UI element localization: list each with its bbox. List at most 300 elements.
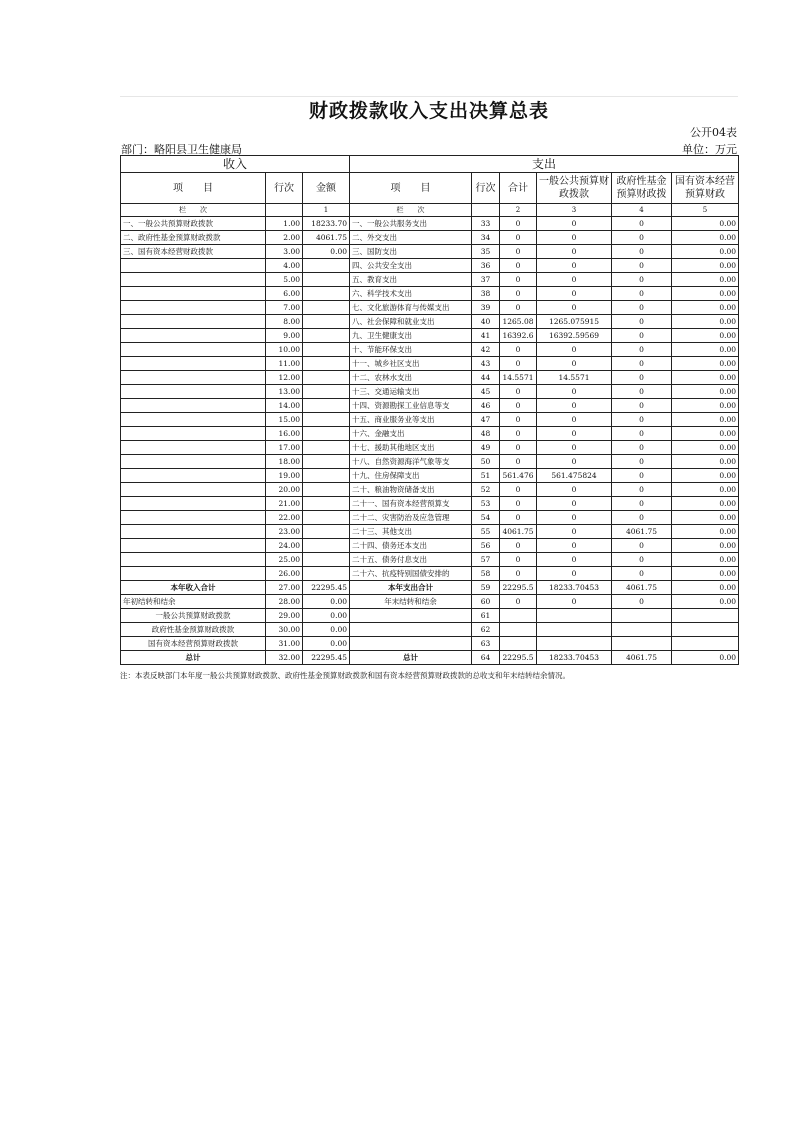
expense-item-cell: 九、卫生健康支出 [350, 329, 472, 343]
table-row [121, 231, 739, 245]
income-item-cell [121, 273, 266, 287]
state-capital-cell: 0.00 [672, 525, 739, 539]
expense-item-cell: 十二、农林水支出 [350, 371, 472, 385]
total-cell: 0 [500, 427, 537, 441]
state-capital-cell: 0.00 [672, 553, 739, 567]
general-budget-cell: 0 [537, 539, 612, 553]
expense-item-cell: 二十、粮油物资储备支出 [350, 483, 472, 497]
blank-cell [612, 623, 672, 637]
blank-cell [672, 623, 739, 637]
table-row [121, 315, 739, 329]
expense-row-no-cell: 39 [472, 301, 500, 315]
total-cell: 0 [500, 595, 537, 609]
table-row [121, 273, 739, 287]
table-row [121, 497, 739, 511]
table-row [121, 217, 739, 231]
income-row-no-cell: 15.00 [266, 413, 303, 427]
income-col-label: 栏 次 [121, 204, 266, 217]
general-budget-cell: 0 [537, 399, 612, 413]
carry-over-row [121, 595, 739, 609]
section-header-row [121, 156, 739, 173]
expense-item-cell: 二十五、债务付息支出 [350, 553, 472, 567]
income-row-no-cell: 4.00 [266, 259, 303, 273]
total-cell: 22295.5 [500, 651, 537, 665]
general-budget-cell: 0 [537, 455, 612, 469]
general-budget-cell: 0 [537, 497, 612, 511]
income-amount-cell: 0.00 [303, 637, 350, 651]
total-cell: 0 [500, 553, 537, 567]
state-capital-cell: 0.00 [672, 651, 739, 665]
gov-fund-cell: 4061.75 [612, 651, 672, 665]
gov-fund-cell: 0 [612, 399, 672, 413]
blank-cell [500, 609, 537, 623]
state-capital-cell: 0.00 [672, 399, 739, 413]
expense-item-cell: 二、外交支出 [350, 231, 472, 245]
income-row-no-cell: 21.00 [266, 497, 303, 511]
table-row [121, 287, 739, 301]
expense-row-no-cell: 56 [472, 539, 500, 553]
gov-fund-cell: 0 [612, 315, 672, 329]
income-item-cell [121, 553, 266, 567]
table-row [121, 455, 739, 469]
gov-fund-cell: 0 [612, 371, 672, 385]
income-row-no-cell: 18.00 [266, 455, 303, 469]
income-amount-cell [303, 553, 350, 567]
col-index-1: 1 [303, 204, 350, 217]
table-row [121, 469, 739, 483]
expense-row-no-cell: 33 [472, 217, 500, 231]
state-capital-cell: 0.00 [672, 595, 739, 609]
expense-row-no-cell: 38 [472, 287, 500, 301]
income-amount-cell: 0.00 [303, 245, 350, 259]
table-row [121, 441, 739, 455]
gov-fund-cell: 0 [612, 441, 672, 455]
general-budget-cell: 561.475824 [537, 469, 612, 483]
expense-item-cell: 十八、自然资源海洋气象等支 [350, 455, 472, 469]
income-item-cell: 一、一般公共预算财政拨款 [121, 217, 266, 231]
general-budget-cell: 0 [537, 301, 612, 315]
blank-cell [537, 637, 612, 651]
income-row-no-header: 行次 [266, 173, 303, 204]
expense-item-cell: 总计 [350, 651, 472, 665]
gov-fund-cell: 4061.75 [612, 581, 672, 595]
general-budget-cell: 1265.075915 [537, 315, 612, 329]
state-capital-cell: 0.00 [672, 469, 739, 483]
general-budget-cell: 0 [537, 483, 612, 497]
income-amount-cell [303, 539, 350, 553]
state-capital-cell: 0.00 [672, 245, 739, 259]
table-row [121, 511, 739, 525]
income-item-cell [121, 567, 266, 581]
state-capital-cell: 0.00 [672, 427, 739, 441]
total-cell: 0 [500, 245, 537, 259]
income-row-no-cell: 26.00 [266, 567, 303, 581]
expense-item-cell: 六、科学技术支出 [350, 287, 472, 301]
total-cell: 1265.08 [500, 315, 537, 329]
total-cell: 14.5571 [500, 371, 537, 385]
income-amount-cell [303, 259, 350, 273]
total-cell: 0 [500, 301, 537, 315]
gov-fund-cell: 0 [612, 497, 672, 511]
total-cell: 0 [500, 441, 537, 455]
grand-total-row [121, 651, 739, 665]
expense-item-cell: 十一、城乡社区支出 [350, 357, 472, 371]
income-item-cell [121, 399, 266, 413]
expense-row-no-cell: 34 [472, 231, 500, 245]
income-amount-cell [303, 483, 350, 497]
state-capital-cell: 0.00 [672, 259, 739, 273]
expense-row-no-cell: 40 [472, 315, 500, 329]
income-item-cell: 国有资本经营预算财政拨款 [121, 637, 266, 651]
income-item-cell: 一般公共预算财政拨款 [121, 609, 266, 623]
income-item-cell: 年初结转和结余 [121, 595, 266, 609]
general-budget-cell: 0 [537, 217, 612, 231]
expense-item-cell: 二十一、国有资本经营预算支 [350, 497, 472, 511]
state-capital-cell: 0.00 [672, 343, 739, 357]
income-row-no-cell: 9.00 [266, 329, 303, 343]
expense-row-no-cell: 54 [472, 511, 500, 525]
income-row-no-cell: 2.00 [266, 231, 303, 245]
income-row-no-cell: 20.00 [266, 483, 303, 497]
column-index-row [121, 204, 739, 217]
table-row [121, 259, 739, 273]
table-row [121, 539, 739, 553]
expense-item-cell: 二十三、其他支出 [350, 525, 472, 539]
table-row [121, 567, 739, 581]
expense-item-cell: 十七、援助其他地区支出 [350, 441, 472, 455]
expense-item-cell: 二十四、债务还本支出 [350, 539, 472, 553]
expense-item-cell: 八、社会保障和就业支出 [350, 315, 472, 329]
general-budget-cell: 0 [537, 427, 612, 441]
general-budget-cell: 0 [537, 511, 612, 525]
general-budget-cell: 0 [537, 595, 612, 609]
income-amount-cell [303, 371, 350, 385]
income-amount-cell [303, 441, 350, 455]
income-amount-cell: 0.00 [303, 609, 350, 623]
income-item-cell [121, 497, 266, 511]
gov-fund-cell: 4061.75 [612, 525, 672, 539]
income-item-cell: 政府性基金预算财政拨款 [121, 623, 266, 637]
income-amount-cell [303, 413, 350, 427]
expense-row-no-cell: 55 [472, 525, 500, 539]
expense-row-no-cell: 46 [472, 399, 500, 413]
income-amount-cell: 22295.45 [303, 651, 350, 665]
income-row-no-cell: 12.00 [266, 371, 303, 385]
income-item-cell: 三、国有资本经营财政拨款 [121, 245, 266, 259]
expense-row-no-cell: 52 [472, 483, 500, 497]
blank-cell [266, 204, 303, 217]
table-row [121, 371, 739, 385]
income-row-no-cell: 13.00 [266, 385, 303, 399]
income-amount-cell: 22295.45 [303, 581, 350, 595]
expense-item-cell: 本年支出合计 [350, 581, 472, 595]
gov-fund-cell: 0 [612, 329, 672, 343]
income-amount-cell [303, 455, 350, 469]
gov-fund-cell: 0 [612, 273, 672, 287]
expense-row-no-cell: 60 [472, 595, 500, 609]
gov-fund-cell: 0 [612, 539, 672, 553]
total-cell: 0 [500, 357, 537, 371]
gov-fund-cell: 0 [612, 427, 672, 441]
income-amount-cell [303, 497, 350, 511]
gov-fund-cell: 0 [612, 469, 672, 483]
state-capital-cell: 0.00 [672, 413, 739, 427]
expense-row-no-cell: 42 [472, 343, 500, 357]
col-index-3: 3 [537, 204, 612, 217]
general-budget-cell: 0 [537, 525, 612, 539]
income-amount-header: 金额 [303, 173, 350, 204]
income-row-no-cell: 22.00 [266, 511, 303, 525]
table-row [121, 399, 739, 413]
expense-item-cell: 七、文化旅游体育与传媒支出 [350, 301, 472, 315]
expense-item-cell: 三、国防支出 [350, 245, 472, 259]
gov-fund-cell: 0 [612, 455, 672, 469]
expense-item-cell: 二十二、灾害防治及应急管理 [350, 511, 472, 525]
total-cell: 0 [500, 273, 537, 287]
state-capital-header: 国有资本经营预算财政 [672, 173, 739, 204]
budget-table [120, 155, 739, 665]
col-index-2: 2 [500, 204, 537, 217]
income-row-no-cell: 6.00 [266, 287, 303, 301]
table-row [121, 357, 739, 371]
gov-fund-cell: 0 [612, 567, 672, 581]
gov-fund-cell: 0 [612, 287, 672, 301]
income-amount-cell [303, 525, 350, 539]
general-budget-cell: 0 [537, 231, 612, 245]
expense-item-cell: 二十六、抗疫特别国债安排的 [350, 567, 472, 581]
expense-item-cell: 十三、交通运输支出 [350, 385, 472, 399]
total-cell: 0 [500, 567, 537, 581]
income-row-no-cell: 16.00 [266, 427, 303, 441]
income-row-no-cell: 19.00 [266, 469, 303, 483]
income-amount-cell [303, 567, 350, 581]
blank-cell [672, 637, 739, 651]
state-capital-cell: 0.00 [672, 539, 739, 553]
table-row [121, 245, 739, 259]
income-item-header: 项 目 [121, 173, 266, 204]
expense-row-no-cell: 58 [472, 567, 500, 581]
report-title: 财政拨款收入支出决算总表 [308, 100, 549, 122]
general-budget-cell: 0 [537, 553, 612, 567]
column-header-row [121, 173, 739, 204]
general-budget-cell: 16392.59569 [537, 329, 612, 343]
total-cell: 0 [500, 455, 537, 469]
income-row-no-cell: 1.00 [266, 217, 303, 231]
expense-row-no-cell: 41 [472, 329, 500, 343]
expense-row-no-cell: 48 [472, 427, 500, 441]
income-amount-cell [303, 385, 350, 399]
total-cell: 0 [500, 231, 537, 245]
blank-cell [500, 623, 537, 637]
expense-row-no-cell: 57 [472, 553, 500, 567]
income-item-cell [121, 259, 266, 273]
gov-fund-cell: 0 [612, 357, 672, 371]
state-capital-cell: 0.00 [672, 301, 739, 315]
income-row-no-cell: 24.00 [266, 539, 303, 553]
expense-item-cell: 年末结转和结余 [350, 595, 472, 609]
gov-fund-cell: 0 [612, 595, 672, 609]
expense-row-no-cell: 53 [472, 497, 500, 511]
total-cell: 16392.6 [500, 329, 537, 343]
income-row-no-cell: 25.00 [266, 553, 303, 567]
expense-row-no-cell: 47 [472, 413, 500, 427]
income-amount-cell [303, 301, 350, 315]
income-row-no-cell: 17.00 [266, 441, 303, 455]
total-cell: 0 [500, 343, 537, 357]
income-item-cell [121, 525, 266, 539]
expense-item-cell [350, 637, 472, 651]
expense-item-header: 项 目 [350, 173, 472, 204]
year-total-row [121, 581, 739, 595]
state-capital-cell: 0.00 [672, 357, 739, 371]
income-item-cell [121, 469, 266, 483]
table-row [121, 301, 739, 315]
expense-col-label: 栏 次 [350, 204, 472, 217]
income-row-no-cell: 5.00 [266, 273, 303, 287]
expense-row-no-cell: 61 [472, 609, 500, 623]
income-amount-cell [303, 357, 350, 371]
income-amount-cell [303, 273, 350, 287]
general-budget-cell: 0 [537, 441, 612, 455]
expense-item-cell: 一、一般公共服务支出 [350, 217, 472, 231]
total-cell: 0 [500, 259, 537, 273]
income-row-no-cell: 23.00 [266, 525, 303, 539]
expense-item-cell: 十九、住房保障支出 [350, 469, 472, 483]
general-budget-cell: 0 [537, 413, 612, 427]
table-row [121, 525, 739, 539]
general-budget-cell: 0 [537, 357, 612, 371]
blank-cell [612, 637, 672, 651]
blank-cell [537, 609, 612, 623]
gov-fund-cell: 0 [612, 553, 672, 567]
expense-row-no-cell: 64 [472, 651, 500, 665]
income-row-no-cell: 11.00 [266, 357, 303, 371]
expense-item-cell: 十六、金融支出 [350, 427, 472, 441]
expense-item-cell: 十四、资源勘探工业信息等支 [350, 399, 472, 413]
income-amount-cell [303, 511, 350, 525]
gov-fund-cell: 0 [612, 413, 672, 427]
expense-row-no-cell: 63 [472, 637, 500, 651]
state-capital-cell: 0.00 [672, 511, 739, 525]
expense-row-no-cell: 45 [472, 385, 500, 399]
total-cell: 4061.75 [500, 525, 537, 539]
general-budget-cell: 0 [537, 287, 612, 301]
income-amount-cell: 0.00 [303, 623, 350, 637]
income-item-cell [121, 329, 266, 343]
total-cell: 0 [500, 413, 537, 427]
total-cell: 0 [500, 217, 537, 231]
income-item-cell [121, 357, 266, 371]
total-cell: 0 [500, 539, 537, 553]
report-code: 公开04表 [690, 126, 737, 139]
expense-row-no-cell: 36 [472, 259, 500, 273]
gov-fund-cell: 0 [612, 385, 672, 399]
table-row [121, 553, 739, 567]
general-budget-cell: 18233.70453 [537, 651, 612, 665]
general-budget-cell: 0 [537, 245, 612, 259]
table-row [121, 413, 739, 427]
blank-cell [472, 204, 500, 217]
table-row [121, 343, 739, 357]
table-row [121, 385, 739, 399]
table-row [121, 427, 739, 441]
gov-fund-cell: 0 [612, 245, 672, 259]
income-item-cell [121, 483, 266, 497]
carry-sub-row [121, 609, 739, 623]
carry-sub-row [121, 623, 739, 637]
income-item-cell [121, 413, 266, 427]
total-cell: 561.476 [500, 469, 537, 483]
expense-row-no-cell: 51 [472, 469, 500, 483]
income-header: 收入 [121, 156, 350, 173]
expense-row-no-header: 行次 [472, 173, 500, 204]
state-capital-cell: 0.00 [672, 273, 739, 287]
income-row-no-cell: 32.00 [266, 651, 303, 665]
state-capital-cell: 0.00 [672, 567, 739, 581]
state-capital-cell: 0.00 [672, 483, 739, 497]
expense-row-no-cell: 44 [472, 371, 500, 385]
total-header: 合计 [500, 173, 537, 204]
state-capital-cell: 0.00 [672, 497, 739, 511]
table-row [121, 483, 739, 497]
unit-label: 单位：万元 [682, 143, 737, 156]
income-row-no-cell: 30.00 [266, 623, 303, 637]
income-item-cell: 总计 [121, 651, 266, 665]
income-row-no-cell: 28.00 [266, 595, 303, 609]
income-item-cell [121, 427, 266, 441]
general-budget-cell: 0 [537, 567, 612, 581]
blank-cell [672, 609, 739, 623]
total-cell: 22295.5 [500, 581, 537, 595]
expense-row-no-cell: 37 [472, 273, 500, 287]
gov-fund-header: 政府性基金预算财政拨 [612, 173, 672, 204]
income-item-cell [121, 343, 266, 357]
state-capital-cell: 0.00 [672, 315, 739, 329]
income-amount-cell [303, 469, 350, 483]
general-budget-cell: 0 [537, 385, 612, 399]
general-budget-cell: 14.5571 [537, 371, 612, 385]
income-row-no-cell: 14.00 [266, 399, 303, 413]
expense-row-no-cell: 62 [472, 623, 500, 637]
expense-row-no-cell: 59 [472, 581, 500, 595]
gov-fund-cell: 0 [612, 259, 672, 273]
state-capital-cell: 0.00 [672, 371, 739, 385]
blank-cell [612, 609, 672, 623]
income-item-cell [121, 441, 266, 455]
income-row-no-cell: 29.00 [266, 609, 303, 623]
state-capital-cell: 0.00 [672, 385, 739, 399]
income-row-no-cell: 27.00 [266, 581, 303, 595]
general-budget-cell: 0 [537, 343, 612, 357]
expense-item-cell: 十五、商业服务业等支出 [350, 413, 472, 427]
expense-item-cell [350, 609, 472, 623]
income-item-cell [121, 301, 266, 315]
gov-fund-cell: 0 [612, 217, 672, 231]
income-item-cell [121, 539, 266, 553]
expense-header: 支出 [350, 156, 739, 173]
general-budget-cell: 0 [537, 259, 612, 273]
total-cell: 0 [500, 497, 537, 511]
income-item-cell [121, 371, 266, 385]
total-cell: 0 [500, 385, 537, 399]
gov-fund-cell: 0 [612, 511, 672, 525]
table-row [121, 329, 739, 343]
general-budget-cell: 0 [537, 273, 612, 287]
blank-cell [500, 637, 537, 651]
col-index-5: 5 [672, 204, 739, 217]
income-row-no-cell: 7.00 [266, 301, 303, 315]
state-capital-cell: 0.00 [672, 287, 739, 301]
